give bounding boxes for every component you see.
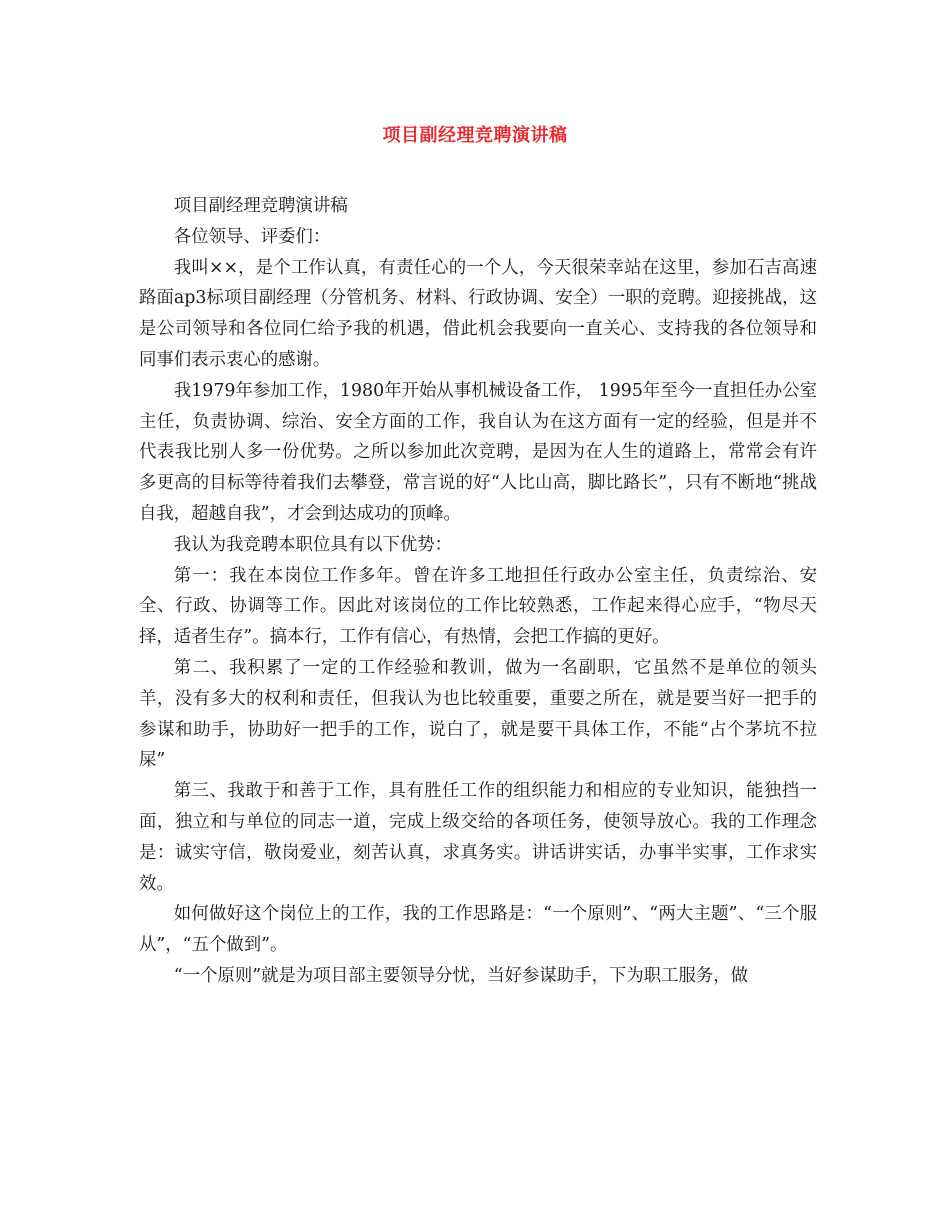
document-body <box>139 191 817 992</box>
paragraph-introduction: 我叫××，是个工作认真，有责任心的一个人，今天很荣幸站在这里，参加石吉高速路面ap3标项目副经理（分管机务、材料、行政协调、安全）一职的竞聘。迎接挑战，这是公司领导和各位同仁给予我的机遇，借此机会我要向一直关心、支持我的各位领导和同事们表示衷心的感谢。 <box>139 257 817 370</box>
paragraph-one-principle: “一个原则”就是为项目部主要领导分忧，当好参谋助手，下为职工服务，做 <box>173 965 749 986</box>
paragraph-heading-repeat: 项目副经理竞聘演讲稿 <box>173 196 348 216</box>
paragraph-advantage-third: 第三、我敢于和善于工作，具有胜任工作的组织能力和相应的专业知识，能独挡一面，独立和与单位的同志一道，完成上级交给的各项任务，使领导放心。我的工作理念是：诚实守信，敬岗爱业，刻苦认真，求真务实。讲话讲实话，办事半实事，工作求实效。 <box>139 781 817 894</box>
paragraph-work-history: 我1979年参加工作，1980年开始从事机械设备工作， 1995年至今一直担任办公室主任，负责协调、综治、安全方面的工作，我自认为在这方面有一定的经验，但是并不代表我比别人多一份优势。之所以参加此次竞聘，是因为在人生的道路上，常常会有许多更高的目标等待着我们去攀登，常言说的好“人比山高，脚比路长”，只有不断地“挑战自我，超越自我”，才会到达成功的顶峰。 <box>139 380 817 524</box>
paragraph-salutation: 各位领导、评委们： <box>173 226 331 247</box>
paragraph-advantage-second: 第二、我积累了一定的工作经验和教训，做为一名副职，它虽然不是单位的领头羊，没有多大的权利和责任，但我认为也比较重要，重要之所在，就是要当好一把手的参谋和助手，协助好一把手的工作，说白了，就是要干具体工作，不能“占个茅坑不拉屎” <box>139 657 817 771</box>
paragraph-advantage-first: 第一：我在本岗位工作多年。曾在许多工地担任行政办公室主任，负责综治、安全、行政、协调等工作。因此对该岗位的工作比较熟悉，工作起来得心应手，“物尽天择，适者生存”。搞本行，工作有信心，有热情，会把工作搞的更好。 <box>139 565 817 648</box>
paragraph-work-approach: 如何做好这个岗位上的工作，我的工作思路是：“一个原则”、“两大主题”、“三个服从”，“五个做到”。 <box>139 904 817 956</box>
document-title: 项目副经理竞聘演讲稿 <box>382 125 568 146</box>
paragraph-advantages-intro: 我认为我竞聘本职位具有以下优势： <box>173 534 453 555</box>
